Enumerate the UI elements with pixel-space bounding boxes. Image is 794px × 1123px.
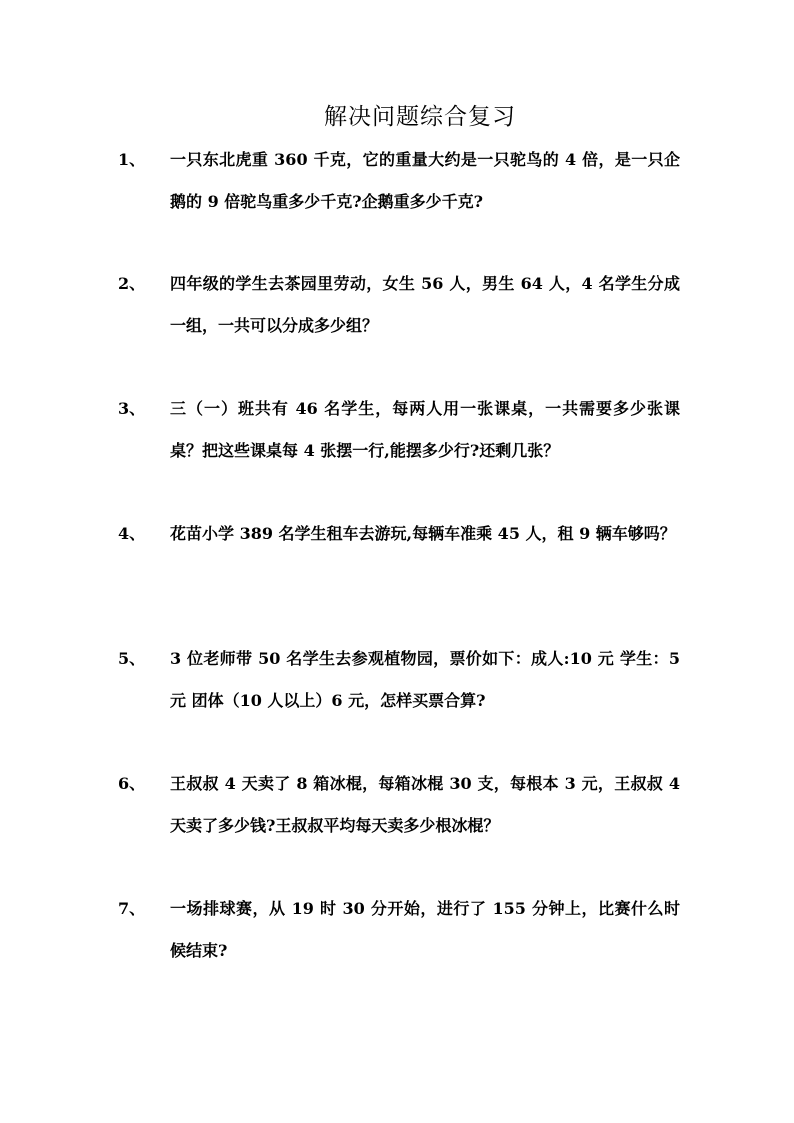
question-number: 7、	[118, 899, 146, 918]
question-text: 一只东北虎重 360 千克，它的重量大约是一只驼鸟的 4 倍，是一只企鹅的 9 倍驼鸟重多少千克?企鹅重多少千克?	[170, 150, 680, 211]
question-text: 一场排球赛，从 19 时 30 分开始，进行了 155 分钟上，比赛什么时候结束?	[170, 899, 680, 960]
question-number: 5、	[118, 649, 146, 668]
question-text: 花苗小学 389 名学生租车去游玩,每辆车准乘 45 人，租 9 辆车够吗？	[170, 524, 676, 543]
question-text: 四年级的学生去茶园里劳动，女生 56 人，男生 64 人，4 名学生分成一组，一共可以分成多少组？	[170, 274, 680, 335]
question-text: 3 位老师带 50 名学生去参观植物园，票价如下：成人:10 元 学生：5 元 团体（10 人以上）6 元，怎样买票合算?	[170, 649, 680, 710]
question-number: 6、	[118, 774, 146, 793]
question-number: 1、	[118, 150, 146, 169]
question-text: 王叔叔 4 天卖了 8 箱冰棍，每箱冰棍 30 支，每根本 3 元，王叔叔 4 天卖了多少钱?王叔叔平均每天卖多少根冰棍？	[170, 774, 680, 835]
question-text: 三（一）班共有 46 名学生，每两人用一张课桌，一共需要多少张课桌？把这些课桌每 4 张摆一行,能摆多少行?还剩几张？	[170, 399, 680, 460]
question-number: 2、	[118, 274, 146, 293]
question-number: 3、	[118, 399, 146, 418]
question-number: 4、	[118, 524, 146, 543]
document-title: 解决问题综合复习	[324, 104, 516, 130]
